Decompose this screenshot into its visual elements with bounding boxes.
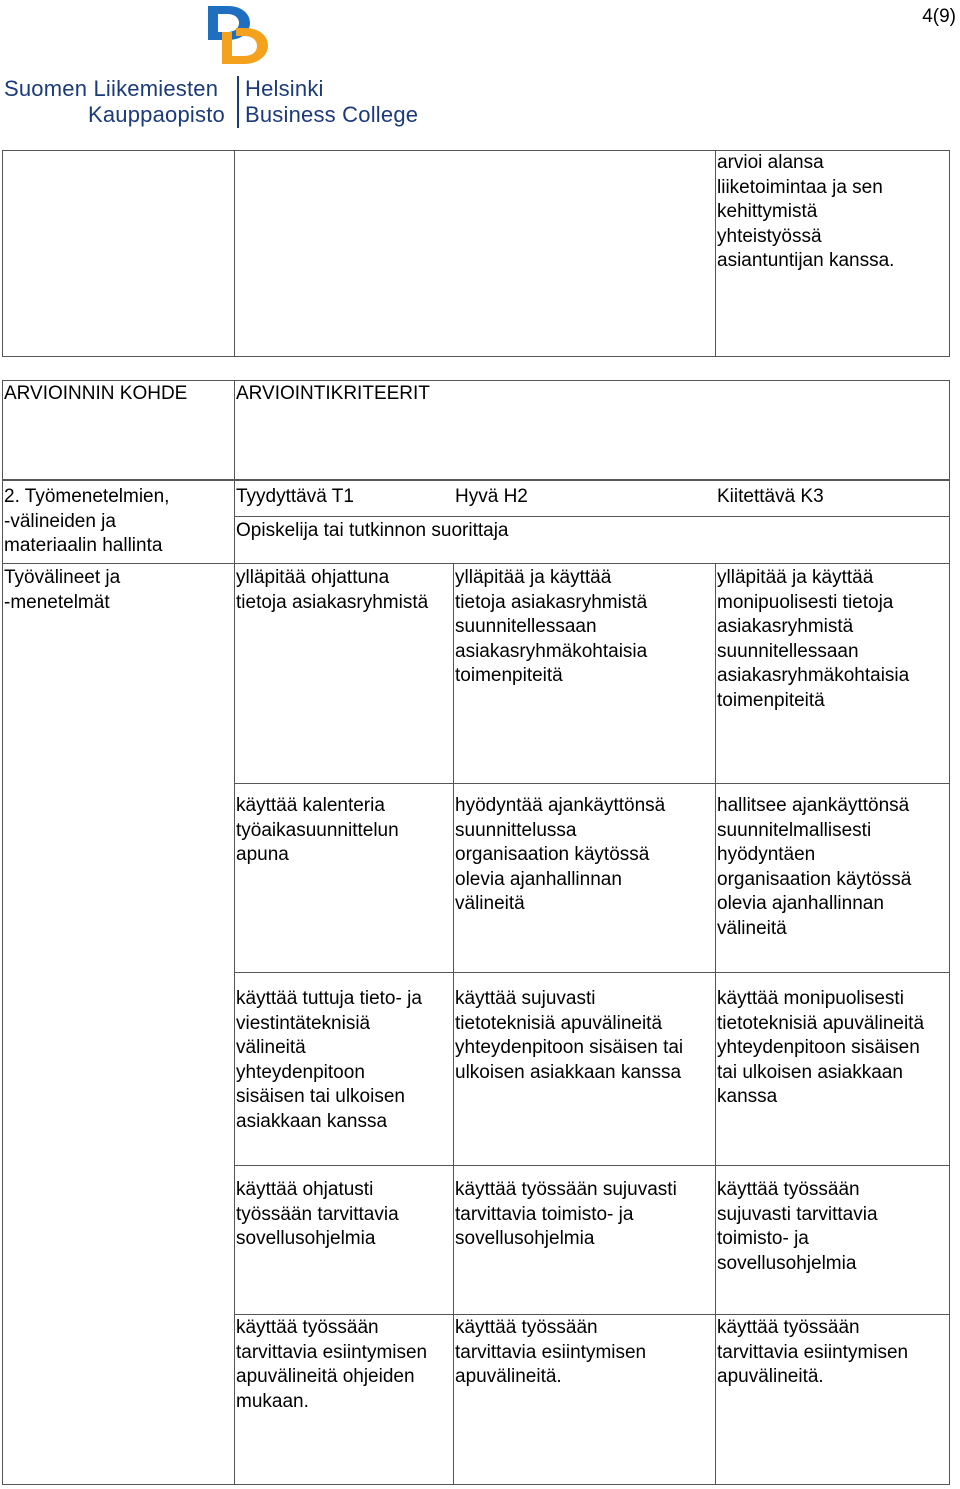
level-t1: Tyydyttävä T1 [236,486,354,507]
table3-line-row3 [234,1165,950,1166]
level-h2: Hyvä H2 [455,486,528,507]
table2-divider [234,380,235,480]
table1-divider-2 [715,150,716,357]
level-k3: Kiitettävä K3 [717,486,824,507]
row3-h2: käyttää sujuvasti tietoteknisiä apuvälineitä yhteydenpitoon sisäisen tai ulkoisen asiakkaan kanssa [455,988,684,1083]
table3-line-row4 [234,1314,950,1315]
table2-border-top [2,380,950,381]
page-number: 4(9) [922,6,956,27]
header-target: ARVIOINNIN KOHDE [4,383,188,404]
table3-border-bottom [2,1484,950,1485]
row3-k3: käyttää monipuolisesti tietoteknisiä apuvälineitä yhteydenpitoon sisäisen tai ulkoisen asiakkaan kanssa [717,988,925,1107]
row4-t1: käyttää ohjatusti työssään tarvittavia sovellusohjelmia [236,1179,399,1249]
table3-border-top [2,480,950,481]
logo-name-fi-line2: Kauppaopisto [88,102,225,127]
row3-t1: käyttää tuttuja tieto- ja viestintäteknisiä välineitä yhteydenpitoon sisäisen tai ulkoisen asiakkaan kanssa [236,988,422,1132]
table3-divider-2 [453,564,454,1485]
logo-separator [237,76,239,128]
table3-border-right [949,480,950,1485]
table3-divider-3 [715,564,716,1485]
table3-line-levels [234,516,950,517]
row5-k3: käyttää työssään tarvittavia esiintymisen apuvälineitä. [717,1317,909,1387]
table3-line-row2 [234,972,950,973]
table1-border-left [2,150,3,357]
row4-h2: käyttää työssään sujuvasti tarvittavia toimisto- ja sovellusohjelmia [455,1179,677,1249]
section-title: 2. Työmenetelmien, -välineiden ja materiaalin hallinta [4,486,170,556]
row2-t1: käyttää kalenteria työaikasuunnittelun apuna [236,795,399,865]
table3-line-subject [2,563,950,564]
row5-t1: käyttää työssään tarvittavia esiintymisen apuvälineitä ohjeiden mukaan. [236,1317,428,1412]
table3-border-left [2,480,3,1485]
table1-divider-1 [234,150,235,357]
logo-name-fi-line1: Suomen Liikemiesten [4,76,219,101]
table2-border-right [949,380,950,480]
logo-name-en-line1: Helsinki [245,76,324,101]
row4-k3: käyttää työssään sujuvasti tarvittavia toimisto- ja sovellusohjelmia [717,1179,878,1274]
row1-t1: ylläpitää ohjattuna tietoja asiakasryhmistä [236,567,429,613]
row1-h2: ylläpitää ja käyttää tietoja asiakasryhmistä suunnitellessaan asiakasryhmäkohtaisia toimenpiteitä [455,567,648,686]
row2-k3: hallitsee ajankäyttönsä suunnitelmallisesti hyödyntäen organisaation käytössä olevia ajanhallinnan välineitä [717,795,912,939]
table1-border-bottom [2,356,950,357]
table2-border-left [2,380,3,480]
header-criteria: ARVIOINTIKRITEERIT [236,383,430,404]
logo-name-en-line2: Business College [245,102,419,127]
top-k3-text: arvioi alansa liiketoimintaa ja sen kehittymistä yhteistyössä asiantuntijan kanssa. [717,152,895,271]
table1-border-right [949,150,950,357]
row2-h2: hyödyntää ajankäyttönsä suunnittelussa organisaation käytössä olevia ajanhallinnan välineitä [455,795,666,914]
table3-line-row1 [234,783,950,784]
subsection-title: Työvälineet ja -menetelmät [4,567,121,613]
table3-divider-1 [234,480,235,1485]
subject-label: Opiskelija tai tutkinnon suorittaja [236,520,509,541]
row1-k3: ylläpitää ja käyttää monipuolisesti tietoja asiakasryhmistä suunnitellessaan asiakasryhmäkohtaisia toimenpiteitä [717,567,910,711]
row5-h2: käyttää työssään tarvittavia esiintymisen apuvälineitä. [455,1317,647,1387]
logo-mark-icon [200,2,280,72]
school-logo [4,2,424,130]
